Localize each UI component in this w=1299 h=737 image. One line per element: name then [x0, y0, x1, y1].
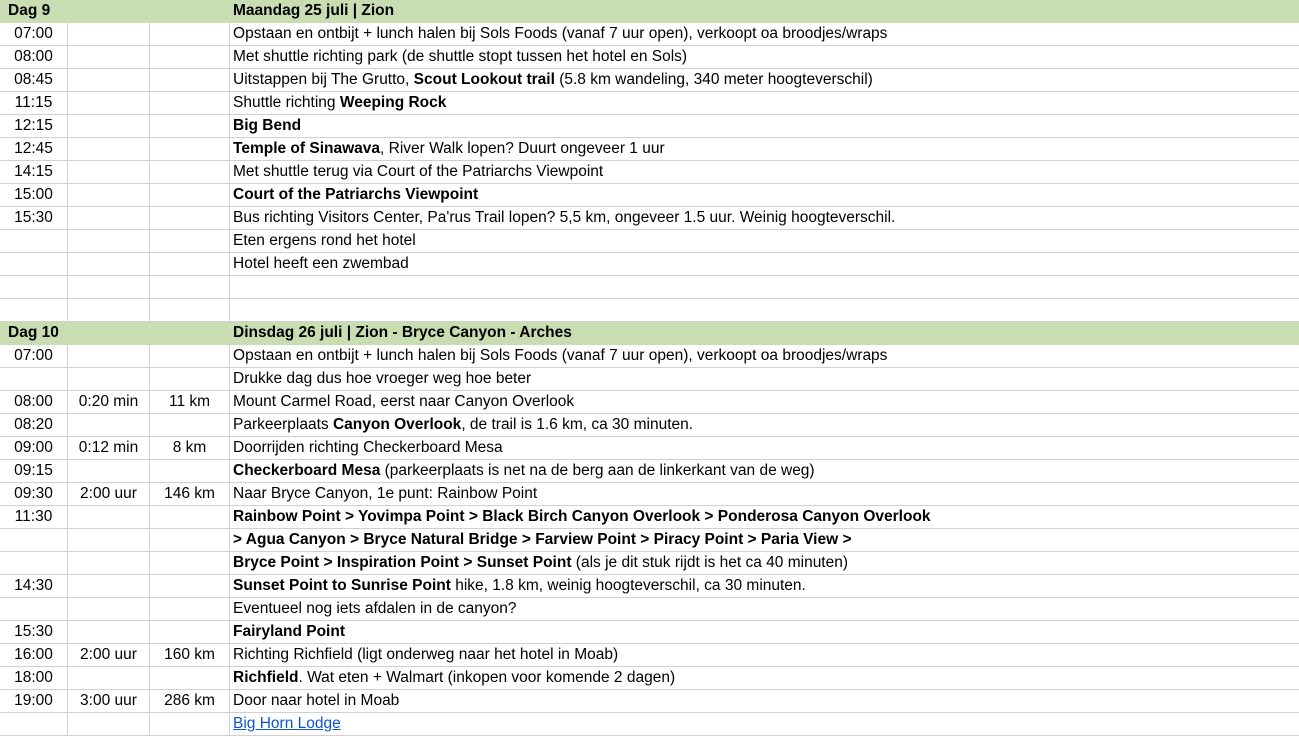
- time-cell[interactable]: 14:15: [0, 161, 68, 184]
- distance-cell[interactable]: [150, 184, 230, 207]
- description-cell[interactable]: [230, 483, 1299, 506]
- distance-cell[interactable]: [150, 506, 230, 529]
- time-cell[interactable]: 15:30: [0, 207, 68, 230]
- duration-cell[interactable]: 0:20 min: [68, 391, 150, 414]
- itinerary-row: [0, 621, 1299, 644]
- duration-cell[interactable]: 2:00 uur: [68, 483, 150, 506]
- description-text: Naar Bryce Canyon, 1e punt: Rainbow Point: [233, 485, 538, 502]
- description-text: Opstaan en ontbijt + lunch halen bij Sols Foods (vanaf 7 uur open), verkoopt oa broodjes/wraps: [233, 25, 888, 42]
- description-text: Fairyland Point: [233, 623, 345, 640]
- time-cell[interactable]: [0, 713, 68, 736]
- distance-cell[interactable]: [150, 575, 230, 598]
- description-cell[interactable]: [230, 276, 1299, 299]
- description-cell[interactable]: [230, 529, 1299, 552]
- duration-cell[interactable]: [68, 276, 150, 299]
- duration-cell[interactable]: 0:12 min: [68, 437, 150, 460]
- description-cell[interactable]: [230, 207, 1299, 230]
- description-text: . Wat eten + Walmart (inkopen voor komende 2 dagen): [298, 669, 676, 686]
- itinerary-row: [0, 506, 1299, 529]
- duration-cell[interactable]: 3:00 uur: [68, 690, 150, 713]
- itinerary-row: [0, 46, 1299, 69]
- itinerary-row: [0, 253, 1299, 276]
- distance-cell[interactable]: [150, 368, 230, 391]
- description-text: Bryce Point > Inspiration Point > Sunset Point: [233, 554, 572, 571]
- distance-cell[interactable]: [150, 253, 230, 276]
- duration-cell[interactable]: [68, 345, 150, 368]
- time-cell[interactable]: [0, 276, 68, 299]
- distance-cell[interactable]: 286 km: [150, 690, 230, 713]
- itinerary-row: [0, 437, 1299, 460]
- duration-cell[interactable]: [68, 253, 150, 276]
- description-text: Scout Lookout trail: [413, 71, 555, 88]
- time-cell[interactable]: 09:15: [0, 460, 68, 483]
- description-text: (als je dit stuk rijdt is het ca 40 minuten): [571, 554, 849, 571]
- description-text: Met shuttle terug via Court of the Patriarchs Viewpoint: [233, 163, 604, 180]
- description-text: hike, 1.8 km, weinig hoogteverschil, ca 30 minuten.: [450, 577, 806, 594]
- itinerary-row: [0, 92, 1299, 115]
- duration-cell[interactable]: [68, 161, 150, 184]
- description-cell[interactable]: [230, 552, 1299, 575]
- duration-cell[interactable]: [68, 138, 150, 161]
- distance-cell[interactable]: [150, 69, 230, 92]
- duration-cell[interactable]: [68, 575, 150, 598]
- duration-cell[interactable]: [68, 552, 150, 575]
- itinerary-row: [0, 414, 1299, 437]
- itinerary-row: [0, 690, 1299, 713]
- itinerary-row: [0, 598, 1299, 621]
- itinerary-row: [0, 184, 1299, 207]
- description-cell[interactable]: [230, 598, 1299, 621]
- duration-cell[interactable]: [68, 506, 150, 529]
- description-text: Sunset Point to Sunrise Point: [233, 577, 451, 594]
- time-cell[interactable]: 08:45: [0, 69, 68, 92]
- itinerary-row: [0, 552, 1299, 575]
- description-cell[interactable]: [230, 506, 1299, 529]
- description-cell[interactable]: [230, 69, 1299, 92]
- duration-cell[interactable]: [68, 184, 150, 207]
- description-cell[interactable]: [230, 345, 1299, 368]
- description-cell[interactable]: [230, 115, 1299, 138]
- distance-cell[interactable]: [150, 460, 230, 483]
- description-text: , de trail is 1.6 km, ca 30 minuten.: [461, 416, 694, 433]
- description-cell[interactable]: [230, 414, 1299, 437]
- itinerary-row: [0, 276, 1299, 299]
- time-cell[interactable]: 07:00: [0, 345, 68, 368]
- description-text: Canyon Overlook: [332, 416, 462, 433]
- itinerary-row: [0, 161, 1299, 184]
- description-text: Bus richting Visitors Center, Pa'rus Trail lopen? 5,5 km, ongeveer 1.5 uur. Weinig hoogteverschil.: [233, 209, 896, 226]
- description-cell[interactable]: [230, 299, 1299, 322]
- distance-cell[interactable]: 160 km: [150, 644, 230, 667]
- distance-cell[interactable]: [150, 46, 230, 69]
- time-cell[interactable]: 08:00: [0, 391, 68, 414]
- day-title[interactable]: Maandag 25 juli | Zion: [230, 0, 1299, 23]
- itinerary-row: [0, 207, 1299, 230]
- itinerary-row: [0, 529, 1299, 552]
- duration-cell[interactable]: [68, 621, 150, 644]
- description-cell[interactable]: [230, 575, 1299, 598]
- duration-cell[interactable]: [68, 667, 150, 690]
- day-header-row: [0, 0, 1299, 23]
- time-cell[interactable]: 15:30: [0, 621, 68, 644]
- distance-cell[interactable]: [150, 414, 230, 437]
- itinerary-row: [0, 368, 1299, 391]
- description-text: Eventueel nog iets afdalen in de canyon?: [233, 600, 517, 617]
- description-text: Uitstappen bij The Grutto,: [233, 71, 414, 88]
- description-cell[interactable]: [230, 460, 1299, 483]
- distance-cell[interactable]: [150, 713, 230, 736]
- duration-cell[interactable]: [68, 529, 150, 552]
- time-cell[interactable]: [0, 253, 68, 276]
- distance-cell[interactable]: [150, 345, 230, 368]
- description-text: Weeping Rock: [339, 94, 447, 111]
- itinerary-row: [0, 115, 1299, 138]
- itinerary-row: [0, 460, 1299, 483]
- description-text: Rainbow Point > Yovimpa Point > Black Birch Canyon Overlook > Ponderosa Canyon Overlook: [233, 508, 931, 525]
- duration-cell[interactable]: [68, 414, 150, 437]
- description-cell[interactable]: [230, 690, 1299, 713]
- description-text: (parkeerplaats is net na de berg aan de linkerkant van de weg): [380, 462, 815, 479]
- time-cell[interactable]: [0, 598, 68, 621]
- duration-cell[interactable]: 2:00 uur: [68, 644, 150, 667]
- description-text: Checkerboard Mesa: [233, 462, 381, 479]
- distance-cell[interactable]: 8 km: [150, 437, 230, 460]
- time-cell[interactable]: 09:30: [0, 483, 68, 506]
- description-cell[interactable]: [230, 667, 1299, 690]
- itinerary-row: [0, 391, 1299, 414]
- time-cell[interactable]: [0, 299, 68, 322]
- day-title[interactable]: Dinsdag 26 juli | Zion - Bryce Canyon - Arches: [230, 322, 1299, 345]
- distance-cell[interactable]: [150, 299, 230, 322]
- time-cell[interactable]: 12:45: [0, 138, 68, 161]
- distance-cell[interactable]: 146 km: [150, 483, 230, 506]
- time-cell[interactable]: 18:00: [0, 667, 68, 690]
- distance-cell[interactable]: [150, 230, 230, 253]
- itinerary-row: [0, 667, 1299, 690]
- time-cell[interactable]: 12:15: [0, 115, 68, 138]
- distance-cell[interactable]: [150, 598, 230, 621]
- duration-cell[interactable]: [68, 69, 150, 92]
- itinerary-row: [0, 713, 1299, 736]
- distance-cell[interactable]: [150, 667, 230, 690]
- description-cell[interactable]: [230, 713, 1299, 736]
- itinerary-row: [0, 23, 1299, 46]
- description-text: Opstaan en ontbijt + lunch halen bij Sols Foods (vanaf 7 uur open), verkoopt oa broodjes/wraps: [233, 347, 888, 364]
- day-header-row: [0, 322, 1299, 345]
- description-cell[interactable]: [230, 138, 1299, 161]
- duration-cell[interactable]: [68, 230, 150, 253]
- time-cell[interactable]: [0, 230, 68, 253]
- distance-cell[interactable]: 11 km: [150, 391, 230, 414]
- time-cell[interactable]: 11:15: [0, 92, 68, 115]
- duration-cell[interactable]: [68, 598, 150, 621]
- distance-cell[interactable]: [150, 92, 230, 115]
- itinerary-row: [0, 575, 1299, 598]
- duration-cell[interactable]: [68, 368, 150, 391]
- distance-cell[interactable]: [150, 161, 230, 184]
- duration-cell[interactable]: [68, 23, 150, 46]
- description-text: (5.8 km wandeling, 340 meter hoogteverschil): [554, 71, 873, 88]
- time-cell[interactable]: [0, 552, 68, 575]
- time-cell[interactable]: 09:00: [0, 437, 68, 460]
- time-cell[interactable]: 08:00: [0, 46, 68, 69]
- itinerary-row: [0, 230, 1299, 253]
- itinerary-row: [0, 69, 1299, 92]
- description-cell[interactable]: [230, 644, 1299, 667]
- description-cell[interactable]: [230, 184, 1299, 207]
- description-text: Shuttle richting: [233, 94, 340, 111]
- time-cell[interactable]: 08:20: [0, 414, 68, 437]
- time-cell[interactable]: 07:00: [0, 23, 68, 46]
- distance-cell[interactable]: [150, 276, 230, 299]
- time-cell[interactable]: 14:30: [0, 575, 68, 598]
- description-cell[interactable]: [230, 23, 1299, 46]
- distance-cell[interactable]: [150, 207, 230, 230]
- day-label[interactable]: Dag 10: [0, 322, 230, 345]
- itinerary-row: [0, 299, 1299, 322]
- hotel-link[interactable]: Big Horn Lodge: [233, 715, 341, 732]
- time-cell[interactable]: 19:00: [0, 690, 68, 713]
- description-cell[interactable]: [230, 253, 1299, 276]
- description-cell[interactable]: [230, 391, 1299, 414]
- day-label[interactable]: Dag 9: [0, 0, 230, 23]
- itinerary-row: [0, 345, 1299, 368]
- time-cell[interactable]: [0, 368, 68, 391]
- description-text: Met shuttle richting park (de shuttle stopt tussen het hotel en Sols): [233, 48, 688, 65]
- time-cell[interactable]: 11:30: [0, 506, 68, 529]
- description-text: Richfield: [233, 669, 299, 686]
- time-cell[interactable]: 16:00: [0, 644, 68, 667]
- distance-cell[interactable]: [150, 552, 230, 575]
- duration-cell[interactable]: [68, 207, 150, 230]
- description-cell[interactable]: [230, 621, 1299, 644]
- description-text: Drukke dag dus hoe vroeger weg hoe beter: [233, 370, 532, 387]
- description-cell[interactable]: [230, 92, 1299, 115]
- itinerary-row: [0, 483, 1299, 506]
- description-text: Court of the Patriarchs Viewpoint: [233, 186, 479, 203]
- duration-cell[interactable]: [68, 299, 150, 322]
- description-text: Hotel heeft een zwembad: [233, 255, 409, 272]
- distance-cell[interactable]: [150, 138, 230, 161]
- distance-cell[interactable]: [150, 621, 230, 644]
- distance-cell[interactable]: [150, 23, 230, 46]
- description-cell[interactable]: [230, 368, 1299, 391]
- description-text: Door naar hotel in Moab: [233, 692, 400, 709]
- distance-cell[interactable]: [150, 115, 230, 138]
- description-cell[interactable]: [230, 230, 1299, 253]
- description-cell[interactable]: [230, 46, 1299, 69]
- description-text: Temple of Sinawava: [233, 140, 381, 157]
- description-text: > Agua Canyon > Bryce Natural Bridge > Farview Point > Piracy Point > Paria View >: [233, 531, 852, 548]
- description-text: Big Bend: [233, 117, 302, 134]
- description-text: Richting Richfield (ligt onderweg naar het hotel in Moab): [233, 646, 619, 663]
- time-cell[interactable]: [0, 529, 68, 552]
- itinerary-row: [0, 644, 1299, 667]
- description-text: Parkeerplaats: [233, 416, 333, 433]
- description-cell[interactable]: [230, 161, 1299, 184]
- description-cell[interactable]: [230, 437, 1299, 460]
- duration-cell[interactable]: [68, 115, 150, 138]
- distance-cell[interactable]: [150, 529, 230, 552]
- itinerary-row: [0, 138, 1299, 161]
- duration-cell[interactable]: [68, 460, 150, 483]
- description-text: Doorrijden richting Checkerboard Mesa: [233, 439, 503, 456]
- description-text: , River Walk lopen? Duurt ongeveer 1 uur: [380, 140, 665, 157]
- duration-cell[interactable]: [68, 713, 150, 736]
- time-cell[interactable]: 15:00: [0, 184, 68, 207]
- description-text: Eten ergens rond het hotel: [233, 232, 416, 249]
- description-text: Mount Carmel Road, eerst naar Canyon Overlook: [233, 393, 575, 410]
- duration-cell[interactable]: [68, 46, 150, 69]
- duration-cell[interactable]: [68, 92, 150, 115]
